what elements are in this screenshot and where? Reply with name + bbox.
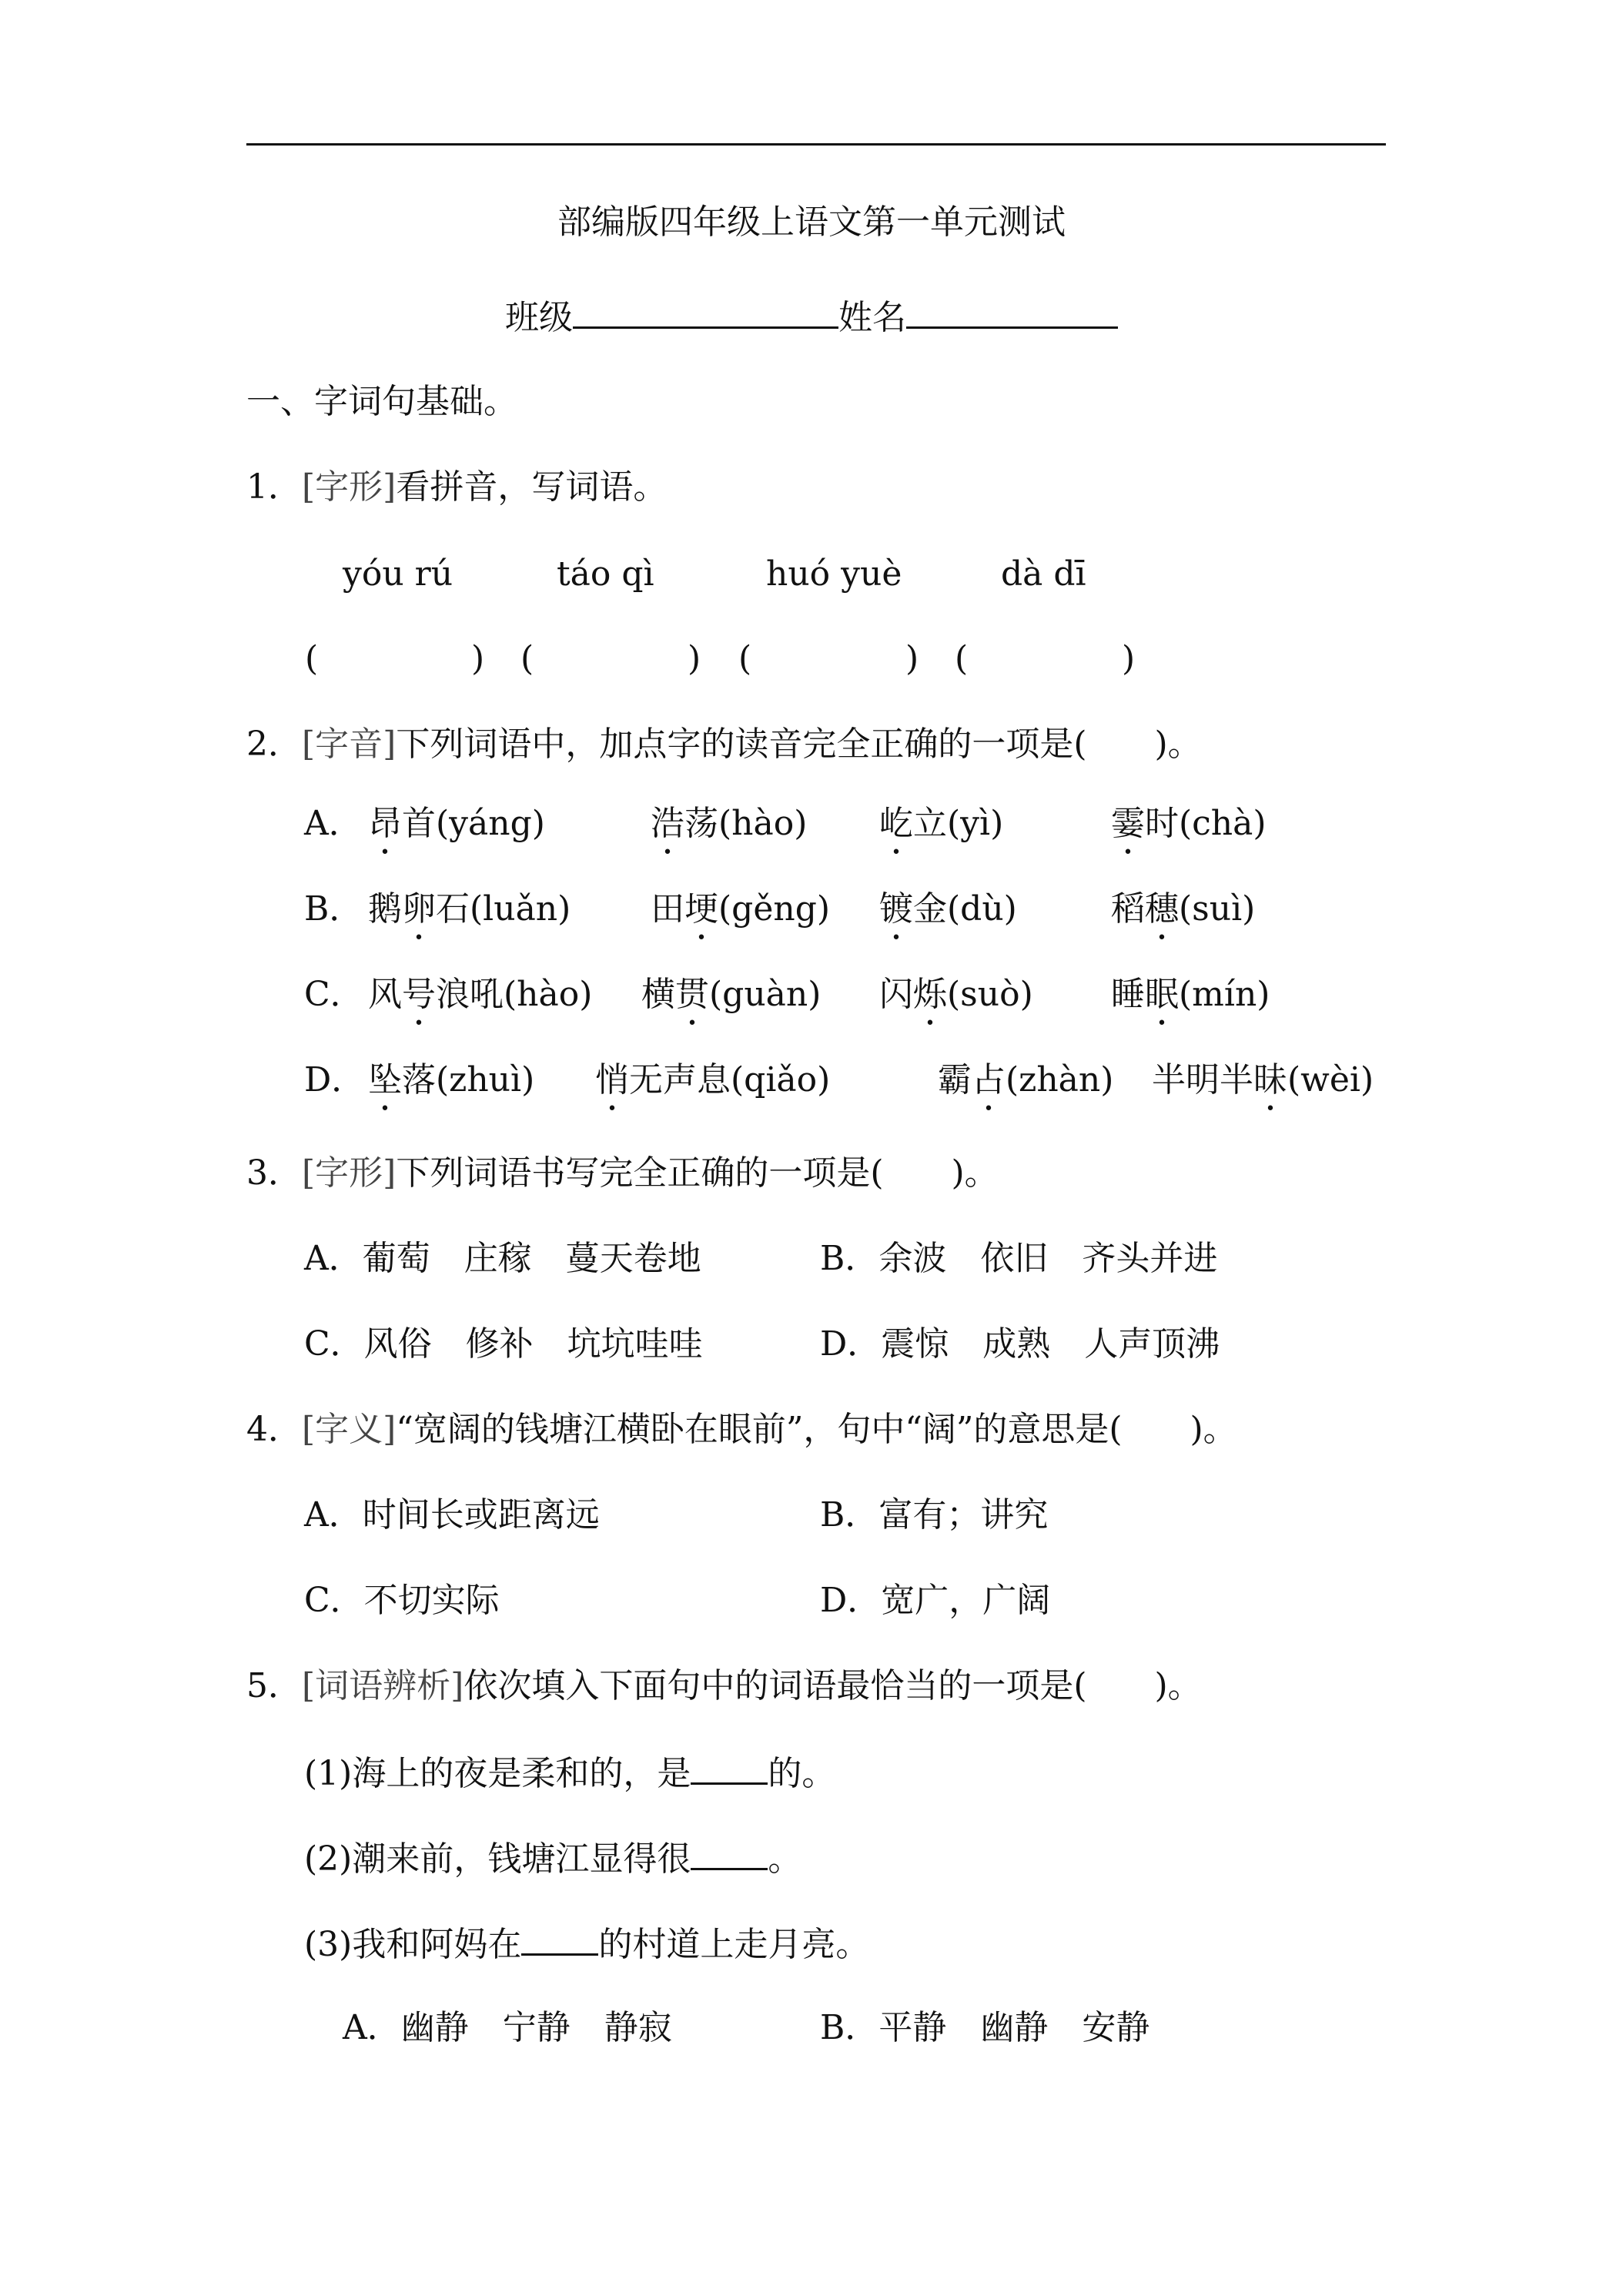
- q2-tag: [字音]: [302, 725, 397, 764]
- q2-b-item-2: 田埂(gěng): [651, 889, 831, 929]
- page-title: 部编版四年级上语文第一单元测试: [557, 202, 1066, 242]
- q3-text: 下列词语书写完全正确的一项是( )。: [396, 1153, 999, 1193]
- paren-close-4: ): [1122, 639, 1136, 678]
- q5-blank-1[interactable]: [691, 1749, 768, 1785]
- q2-text: 下列词语中，加点字的读音完全正确的一项是( )。: [396, 725, 1202, 764]
- class-blank[interactable]: [573, 293, 838, 329]
- class-name-row: [0, 293, 1623, 341]
- q3-option-c: C．风俗 修补 坑坑哇哇: [304, 1324, 703, 1364]
- q3-option-b: B．余波 依旧 齐头并进: [820, 1239, 1218, 1278]
- question-5: [246, 1663, 1202, 1709]
- q2-option-d-letter: D．: [304, 1060, 366, 1099]
- paren-open-2: (: [520, 639, 534, 678]
- q2-option-b-letter: B．: [304, 889, 363, 929]
- q2-option-a-letter: A．: [304, 804, 363, 843]
- q2-c-item-4: 睡眠(mín): [1111, 975, 1270, 1014]
- q1-tag: [字形]: [302, 467, 397, 507]
- q5-number: 5．: [246, 1666, 302, 1705]
- paren-open-3: (: [738, 639, 752, 678]
- q3-option-d: D．震惊 成熟 人声顶沸: [820, 1324, 1220, 1364]
- q2-b-item-4: 稻穗(suì): [1111, 889, 1256, 929]
- q2-b-item-3: 镀金(dù): [879, 889, 1017, 929]
- name-blank[interactable]: [906, 293, 1118, 329]
- paren-close-3: ): [905, 639, 919, 678]
- q2-c-item-1: 风号浪吼(hào): [368, 975, 593, 1014]
- q3-option-a: A．葡萄 庄稼 蔓天卷地: [304, 1239, 701, 1278]
- q3-tag: [字形]: [302, 1153, 397, 1193]
- class-label: 班级: [505, 298, 573, 337]
- section-heading: 一、字词句基础。: [246, 382, 517, 421]
- name-label: 姓名: [838, 298, 906, 337]
- q2-d-item-4: 半明半昧(wèi): [1152, 1060, 1374, 1099]
- q4-option-c: C．不切实际: [304, 1581, 500, 1620]
- question-2: [246, 721, 1202, 768]
- q2-option-c-letter: C．: [304, 975, 364, 1014]
- pinyin-3: huó yuè: [766, 554, 902, 594]
- q4-option-d: D．宽广，广阔: [820, 1581, 1051, 1620]
- paren-close-1: ): [471, 639, 485, 678]
- question-3: [246, 1150, 999, 1197]
- paren-open-4: (: [955, 639, 969, 678]
- q2-d-item-2: 悄无声息(qiǎo): [595, 1060, 831, 1099]
- q3-number: 3．: [246, 1153, 302, 1193]
- q2-b-item-1: 鹅卵石(luǎn): [368, 889, 571, 929]
- q5-text: 依次填入下面句中的词语最恰当的一项是( )。: [463, 1666, 1202, 1705]
- q1-number: 1．: [246, 467, 302, 507]
- q4-tag: [字义]: [302, 1410, 397, 1449]
- q5-tag: [词语辨析]: [302, 1666, 464, 1705]
- q5-sentence-3: (3)我和阿妈在 的村道上走月亮。: [304, 1919, 869, 1968]
- q2-a-item-4: 霎时(chà): [1111, 804, 1267, 843]
- q1-text: 看拼音，写词语。: [396, 467, 668, 507]
- q2-number: 2．: [246, 725, 302, 764]
- q2-a-item-3: 屹立(yì): [879, 804, 1004, 843]
- paren-close-2: ): [688, 639, 701, 678]
- pinyin-4: dà dī: [1001, 554, 1086, 594]
- q2-d-item-1: 坠落(zhuì): [368, 1060, 535, 1099]
- pinyin-2: táo qì: [557, 554, 654, 594]
- q4-text: “宽阔的钱塘江横卧在眼前”，句中“阔”的意思是( )。: [396, 1410, 1237, 1449]
- q5-option-b: B．平静 幽静 安静: [820, 2008, 1150, 2047]
- q2-a-item-2: 浩荡(hào): [651, 804, 808, 843]
- question-4: [246, 1407, 1237, 1453]
- q2-c-item-3: 闪烁(suò): [879, 975, 1033, 1014]
- q5-sentence-1: (1)海上的夜是柔和的，是 的。: [304, 1749, 835, 1797]
- q2-d-item-3: 霸占(zhàn): [938, 1060, 1114, 1099]
- q2-a-item-1: 昂首(yáng): [368, 804, 545, 843]
- pinyin-1: yóu rú: [343, 554, 453, 594]
- paren-open-1: (: [305, 639, 319, 678]
- q4-number: 4．: [246, 1410, 302, 1449]
- q5-option-a: A．幽静 宁静 静寂: [343, 2008, 672, 2047]
- question-1: [246, 464, 667, 510]
- top-rule: [246, 143, 1386, 146]
- q5-sentence-2: (2)潮来前，钱塘江显得很 。: [304, 1834, 801, 1883]
- q2-c-item-2: 横贯(guàn): [641, 975, 822, 1014]
- q4-option-a: A．时间长或距离远: [304, 1495, 600, 1535]
- q5-blank-2[interactable]: [691, 1834, 768, 1870]
- q5-blank-3[interactable]: [521, 1919, 598, 1956]
- q4-option-b: B．富有；讲究: [820, 1495, 1049, 1535]
